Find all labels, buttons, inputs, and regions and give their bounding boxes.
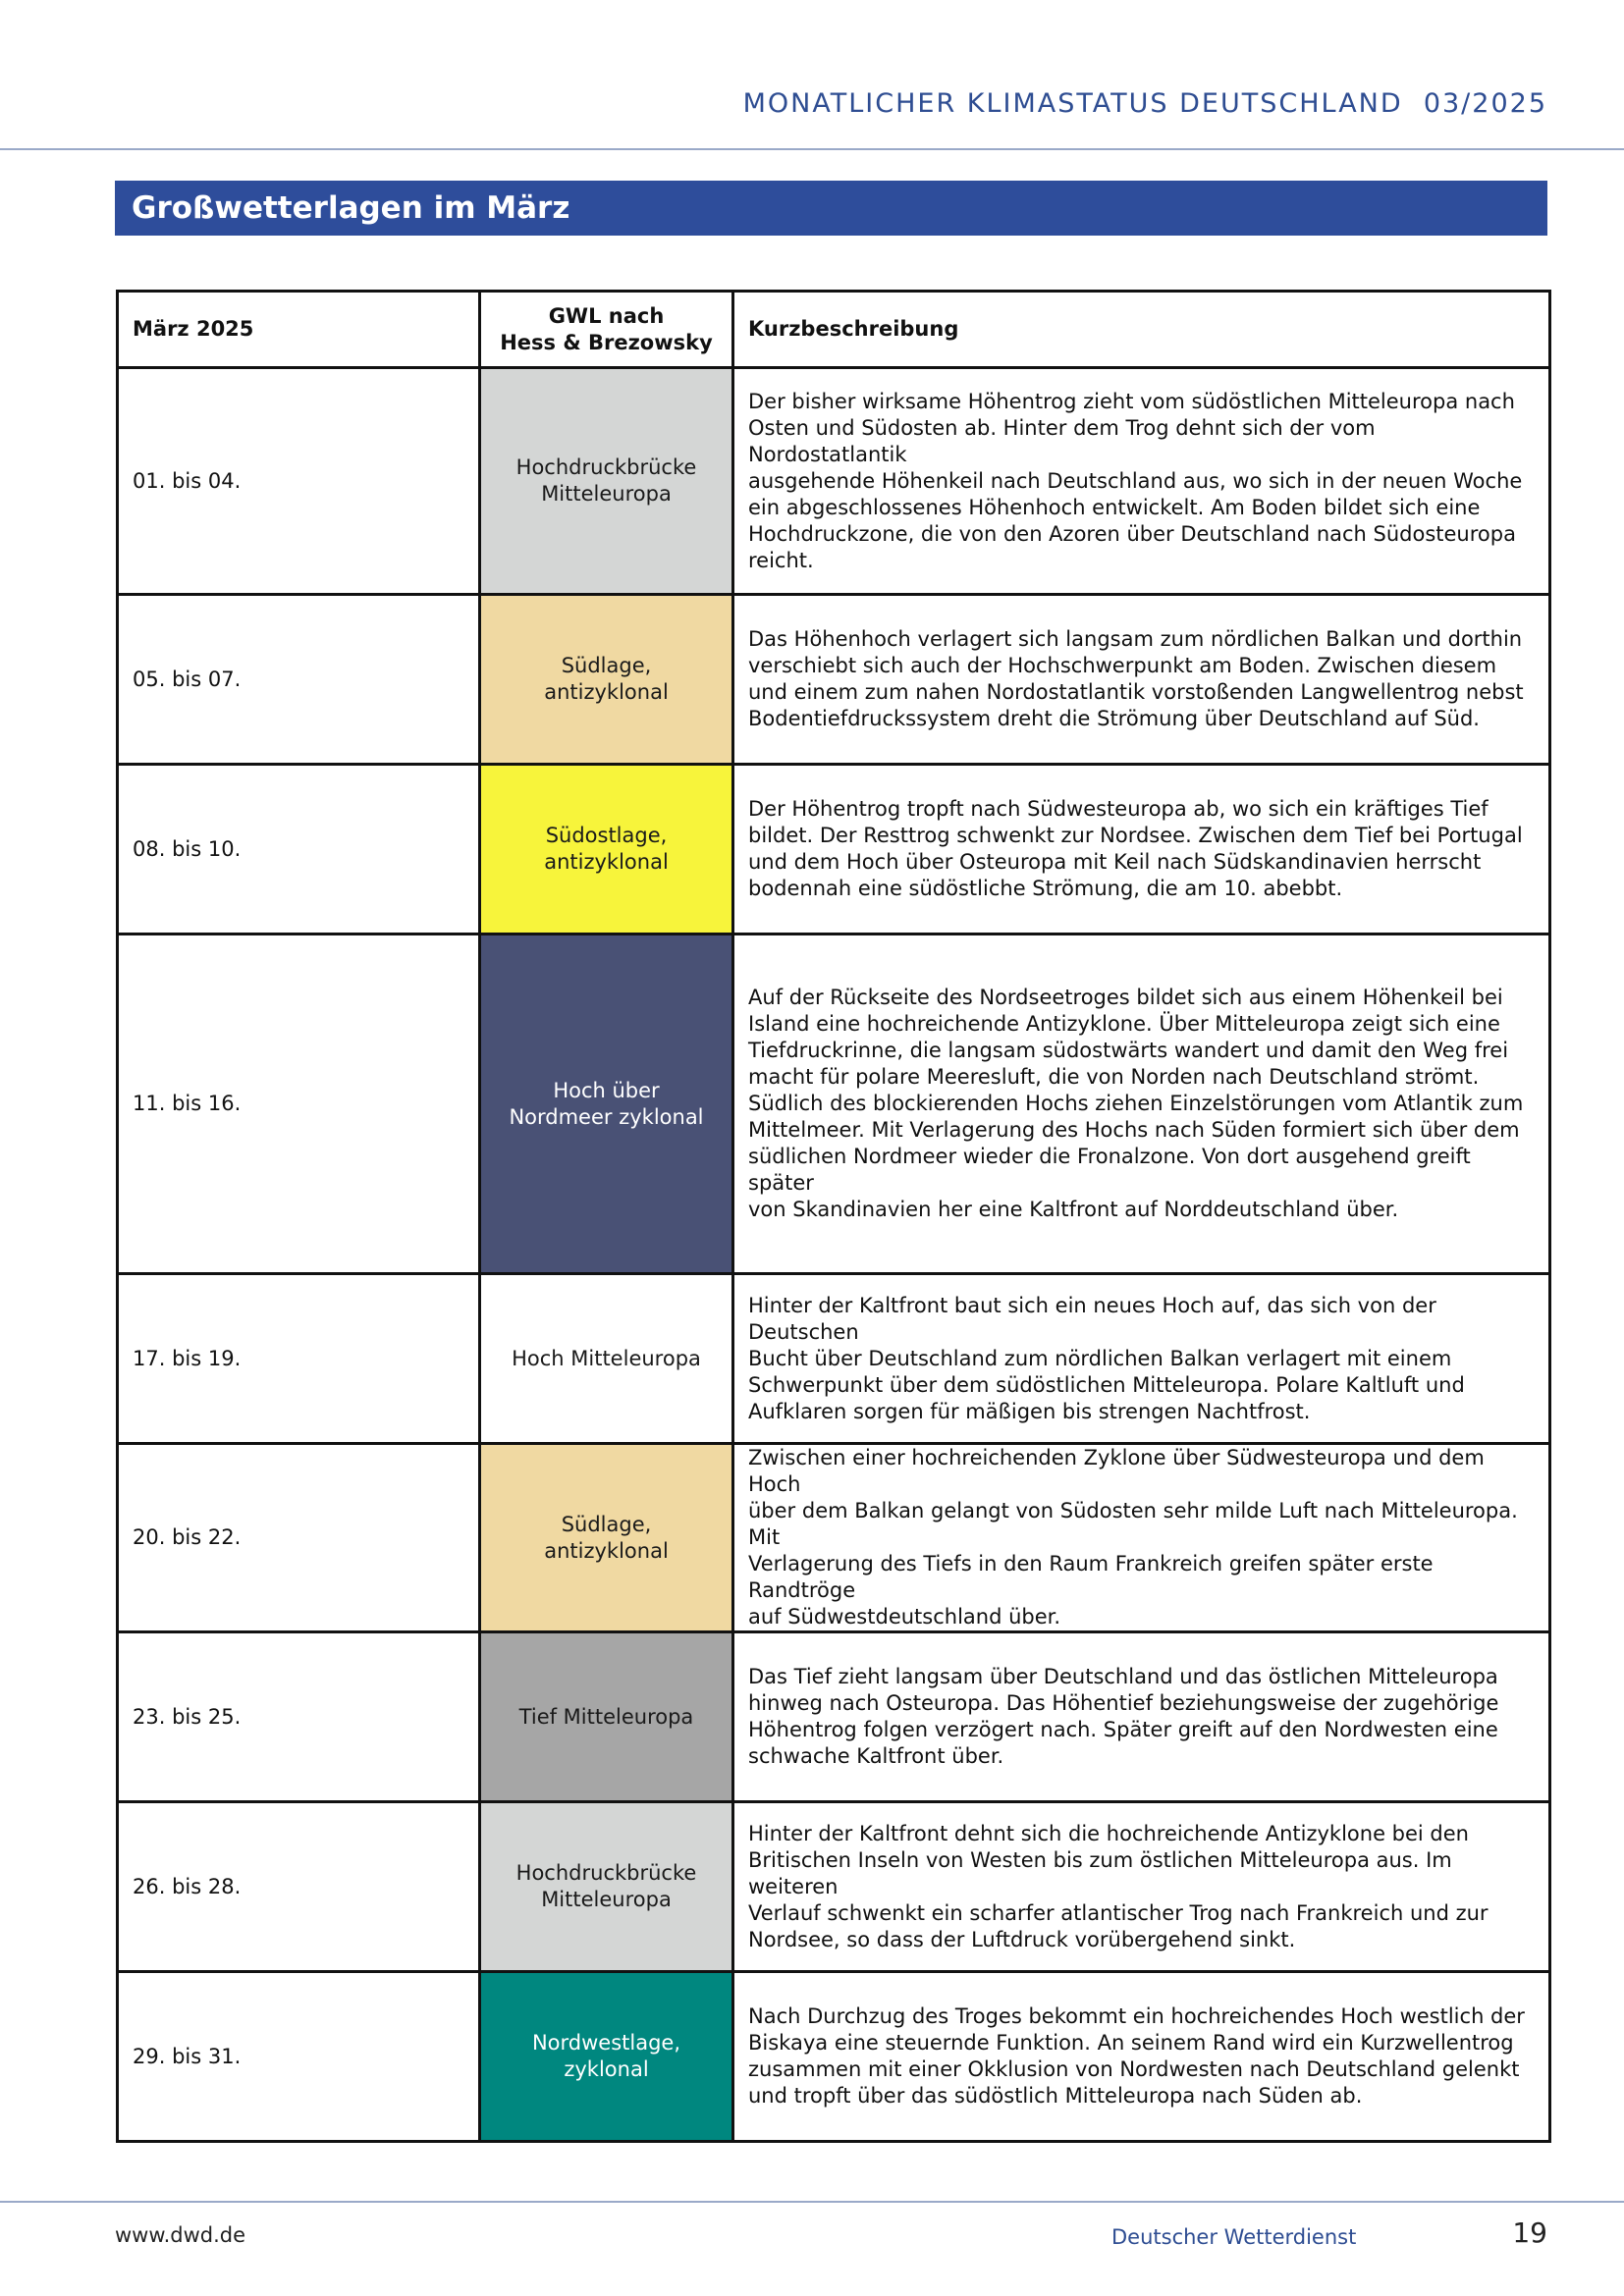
row-description: Hinter der Kaltfront baut sich ein neues Hoch auf, das sich von der Deutschen Bucht über Deutschland zum nördlichen Balkan verlagert mit einem Schwerpunkt über dem südöstlichen Mitteleuropa. Polare Kaltluft und Aufklaren sorgen für mäßigen bis strengen Nachtfrost. [733,1274,1550,1444]
footer-website-link[interactable]: www.dwd.de [115,2223,246,2247]
report-header-title: MONATLICHER KLIMASTATUS DEUTSCHLAND 03/2025 [742,88,1547,119]
footer-organization: Deutscher Wetterdienst [1111,2225,1357,2249]
row-gwl-type: Südostlage, antizyklonal [480,765,733,934]
column-header-description: Kurzbeschreibung [733,292,1550,368]
row-gwl-type: Hoch über Nordmeer zyklonal [480,934,733,1274]
table-row [118,1444,1550,1632]
row-description: Der bisher wirksame Höhentrog zieht vom südöstlichen Mitteleuropa nach Osten und Südosten ab. Hinter dem Trog dehnt sich der vom Nordostatlantik ausgehende Höhenkeil nach Deutschland aus, wo sich in der neuen Woche ein abgeschlossenes Höhenhoch entwickelt. Am Boden bildet sich eine Hochdruckzone, die von den Azoren über Deutschland nach Südosteuropa reicht. [733,368,1550,595]
footer-divider [0,2201,1624,2203]
row-date-range: 29. bis 31. [118,1972,480,2142]
row-description: Hinter der Kaltfront dehnt sich die hochreichende Antizyklone bei den Britischen Inseln von Westen bis zum östlichen Mitteleuropa aus. Im weiteren Verlauf schwenkt ein scharfer atlantischer Trog nach Frankreich und zur Nordsee, so dass der Luftdruck vorübergehend sinkt. [733,1802,1550,1972]
row-gwl-type: Hochdruckbrücke Mitteleuropa [480,368,733,595]
row-date-range: 11. bis 16. [118,934,480,1274]
row-date-range: 01. bis 04. [118,368,480,595]
column-header-month: März 2025 [118,292,480,368]
row-date-range: 26. bis 28. [118,1802,480,1972]
weather-pattern-table [116,290,1551,2143]
row-description: Zwischen einer hochreichenden Zyklone über Südwesteuropa und dem Hoch über dem Balkan gelangt von Südosten sehr milde Luft nach Mitteleuropa. Mit Verlagerung des Tiefs in den Raum Frankreich greifen später erste Randtröge auf Südwestdeutschland über. [733,1444,1550,1632]
table-row [118,1972,1550,2142]
table-row [118,934,1550,1274]
row-date-range: 08. bis 10. [118,765,480,934]
header-divider [0,148,1624,150]
table-row [118,1274,1550,1444]
table-row [118,1632,1550,1802]
table-row [118,368,1550,595]
table-header-row [118,292,1550,368]
row-description: Der Höhentrog tropft nach Südwesteuropa ab, wo sich ein kräftiges Tief bildet. Der Resttrog schwenkt zur Nordsee. Zwischen dem Tief bei Portugal und dem Hoch über Osteuropa mit Keil nach Südskandinavien herrscht bodennah eine südöstliche Strömung, die am 10. abebbt. [733,765,1550,934]
row-date-range: 23. bis 25. [118,1632,480,1802]
page-number: 19 [1512,2216,1547,2249]
row-gwl-type: Nordwestlage, zyklonal [480,1972,733,2142]
row-date-range: 20. bis 22. [118,1444,480,1632]
section-title: Großwetterlagen im März [115,181,1547,236]
row-description: Auf der Rückseite des Nordseetroges bildet sich aus einem Höhenkeil bei Island eine hochreichende Antizyklone. Über Mitteleuropa zeigt sich eine Tiefdruckrinne, die langsam südostwärts wandert und damit den Weg frei macht für polare Meeresluft, die von Norden nach Deutschland strömt. Südlich des blockierenden Hochs ziehen Einzelstörungen vom Atlantik zum Mittelmeer. Mit Verlagerung des Hochs nach Süden formiert sich über dem südlichen Nordmeer wieder die Fronalzone. Von dort ausgehend greift später von Skandinavien her eine Kaltfront auf Norddeutschland über. [733,934,1550,1274]
row-gwl-type: Hochdruckbrücke Mitteleuropa [480,1802,733,1972]
row-gwl-type: Tief Mitteleuropa [480,1632,733,1802]
row-description: Nach Durchzug des Troges bekommt ein hochreichendes Hoch westlich der Biskaya eine steuernde Funktion. An seinem Rand wird ein Kurzwellentrog zusammen mit einer Okklusion von Nordwesten nach Deutschland gelenkt und tropft über das südöstlich Mitteleuropa nach Süden ab. [733,1972,1550,2142]
row-gwl-type: Südlage, antizyklonal [480,1444,733,1632]
column-header-gwl: GWL nach Hess & Brezowsky [480,292,733,368]
row-gwl-type: Hoch Mitteleuropa [480,1274,733,1444]
row-gwl-type: Südlage, antizyklonal [480,595,733,765]
row-date-range: 17. bis 19. [118,1274,480,1444]
row-description: Das Tief zieht langsam über Deutschland und das östlichen Mitteleuropa hinweg nach Osteuropa. Das Höhentief beziehungsweise der zugehörige Höhentrog folgen verzögert nach. Später greift auf den Nordwesten eine schwache Kaltfront über. [733,1632,1550,1802]
row-date-range: 05. bis 07. [118,595,480,765]
table-row [118,1802,1550,1972]
table-row [118,765,1550,934]
table-row [118,595,1550,765]
row-description: Das Höhenhoch verlagert sich langsam zum nördlichen Balkan und dorthin verschiebt sich auch der Hochschwerpunkt am Boden. Zwischen diesem und einem zum nahen Nordostatlantik vorstoßenden Langwellentrog nebst Bodentiefdruckssystem dreht die Strömung über Deutschland auf Süd. [733,595,1550,765]
